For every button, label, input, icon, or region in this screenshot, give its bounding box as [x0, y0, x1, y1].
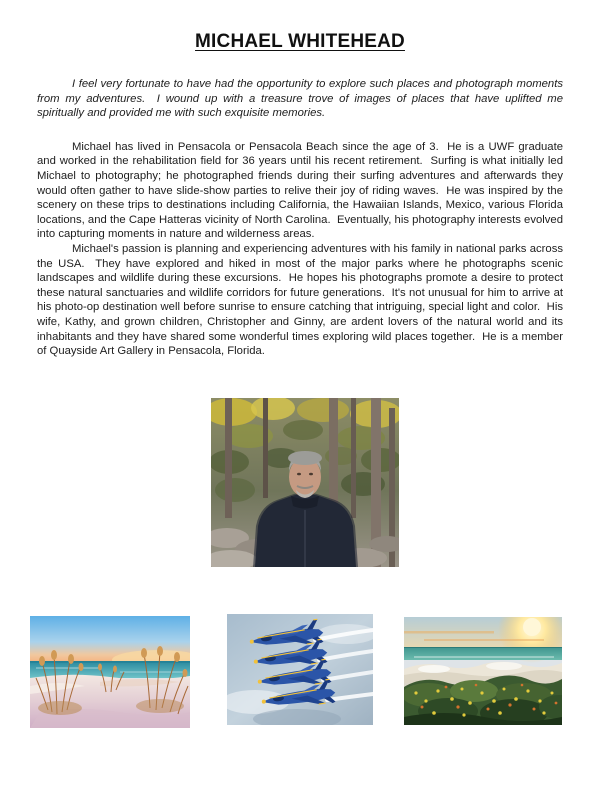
- jets-photo: [227, 614, 373, 725]
- portrait-photo: [211, 398, 399, 567]
- intro-paragraph: I feel very fortunate to have had the opportunity to explore such places and photograph moments from my adventures. I wound up with a treasure trove of images of places that have uplifted me spiritually and provided me with such exquisite memories.: [37, 78, 563, 120]
- portrait-photo-art: [211, 398, 399, 567]
- beach-photo: [30, 616, 190, 728]
- dunes-photo: [404, 617, 562, 725]
- page-title: MICHAEL WHITEHEAD: [195, 31, 405, 52]
- text-column: [0, 77, 600, 359]
- dunes-photo-art: [404, 617, 562, 725]
- document-page: [0, 31, 600, 807]
- beach-photo-art: [30, 616, 190, 728]
- bio-paragraph-1: Michael has lived in Pensacola or Pensacola Beach since the age of 3. He is a UWF graduate and worked in the rehabilitation field for 36 years until his recent retirement. Surfing is what initially led Michael to photography; he photographed friends during their surfing adventures and afterwards they would often gather to have slide-show parties to relive their joy of riding waves. He was inspired by the scenery on these trips to destinations including California, the Hawaiian Islands, Mexico, various Florida locations, and the Cape Hatteras vicinity of North Carolina. Eventually, his photography interests evolved into capturing moments in nature and wilderness areas.: [37, 140, 563, 241]
- jets-photo-art: [227, 614, 373, 725]
- bio-paragraph-2: Michael's passion is planning and experiencing adventures with his family in national parks across the USA. They have explored and hiked in most of the major parks where he photographs scenic landscapes and wildlife during these excursions. He hopes his photographs promote a desire to protect these natural sanctuaries and wildlife corridors for future generations. It's not unusual for him to arrive at his photo-op destination well before sunrise to ensure catching that intriguing, special light and color. His wife, Kathy, and grown children, Christopher and Ginny, are ardent lovers of the natural world and its inhabitants and they have shared some wonderful times exploring wild places together. He is a member of Quayside Art Gallery in Pensacola, Florida.: [37, 242, 563, 358]
